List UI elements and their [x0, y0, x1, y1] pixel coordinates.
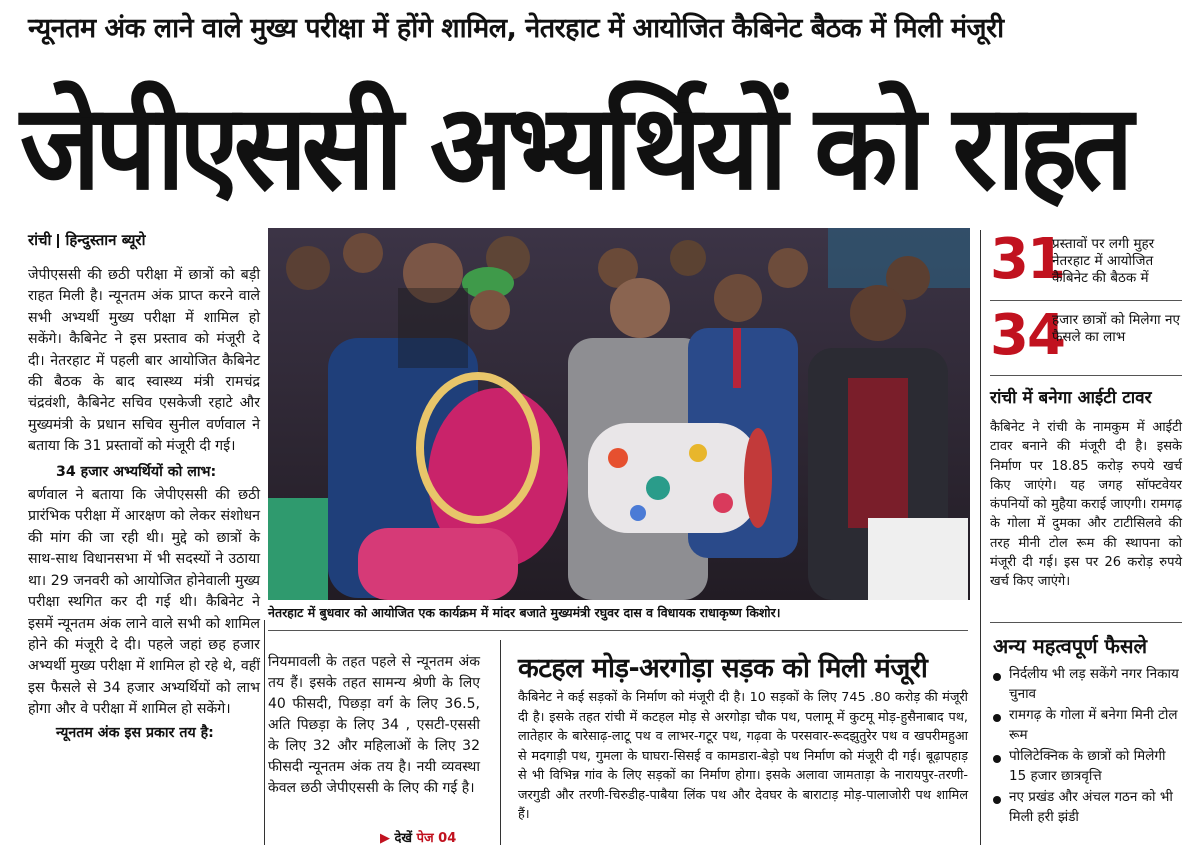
bullet-icon [993, 714, 1001, 722]
other-decisions-list [993, 665, 1181, 829]
story-headline: कटहल मोड़-अरगोड़ा सड़क को मिली मंजूरी [518, 653, 928, 684]
list-item-text: पोलिटेक्निक के छात्रों को मिलेगी 15 हजार छात्रवृत्ति [1009, 748, 1166, 784]
other-decisions-heading: अन्य महत्वपूर्ण फैसले [993, 634, 1148, 658]
story-column-1 [28, 265, 260, 744]
bullet-icon [993, 673, 1001, 681]
bullet-icon [993, 755, 1001, 763]
news-photo [268, 228, 970, 600]
paragraph: बर्णवाल ने बताया कि जेपीएससी की छठी प्रारंभिक परीक्षा में आरक्षण को लेकर संशोधन की मांग की जा रही थी। मुद्दे को छात्रों के साथ-साथ विधानसभा में भी सदस्यों ने उठाया था। 29 जनवरी को आयोजित होनेवाली मुख्य परीक्षा स्थगित कर दी गई थी। कैबिनेट ने इसमें न्यूनतम अंक लाने वाले सभी को शामिल होने की मंजूरी दे दी। पहले जहां छह हजार अभ्यर्थी मुख्य परीक्षा में शामिल हो रहे थे, वहीं इस फैसले से 34 हजार अभ्यर्थियों को लाभ होगा और वे परीक्षा में शामिल हो सकेंगे। [28, 487, 260, 718]
main-headline: जेपीएससी अभ्यर्थियों को राहत [20, 78, 1128, 216]
rule [990, 622, 1182, 623]
rule [990, 300, 1182, 301]
arrow-right-icon: ▶ [380, 831, 390, 846]
bullet-icon [993, 796, 1001, 804]
paragraph: जेपीएससी की छठी परीक्षा में छात्रों को बड़ी राहत मिली है। न्यूनतम अंक प्राप्त करने वाले सभी अभ्यर्थी मुख्य परीक्षा में शामिल हो सकेंगे। कैबिनेट ने इस प्रस्ताव को मंजूरी दे दी। नेतरहाट में पहली बार आयोजित कैबिनेट की बैठक के बाद स्वास्थ्य मंत्री रामचंद्र चंद्रवंशी, कैबिनेट सचिव एसकेजी रहाटे और मुख्यमंत्री के प्रधान सचिव सुनील वर्णवाल ने बताया कि 31 प्रस्तावों को मंजूरी दी गई। [28, 267, 260, 455]
kicker-headline: न्यूनतम अंक लाने वाले मुख्य परीक्षा में होंगे शामिल, नेतरहाट में आयोजित कैबिनेट बैठक में मिली मंजूरी [28, 13, 1004, 44]
byline-agency: हिन्दुस्तान ब्यूरो [65, 231, 146, 249]
see-label: देखें [394, 831, 413, 846]
byline-divider [57, 234, 59, 248]
list-item-text: नए प्रखंड और अंचल गठन को भी मिली हरी झंडी [1009, 789, 1173, 825]
list-item-text: निर्दलीय भी लड़ सकेंगे नगर निकाय चुनाव [1009, 666, 1179, 702]
story-body [518, 688, 968, 825]
column-divider [500, 640, 501, 845]
paragraph: कैबिनेट ने रांची के नामकुम में आईटी टावर बनाने की मंजूरी दी है। इसके निर्माण पर 18.85 करोड़ रुपये खर्च किए जाएंगे। यह जगह सॉफ्टवेयर कंपनियों को मुहैया कराई जाएगी। रामगढ़ के गोला में दुमका और टाटीसिलवे की तरह मीनी टोल रूम की स्थापना को मंजूरी दी गई। इस पर 26 करोड़ रुपये खर्च किए जाएंगे। [990, 420, 1182, 590]
see-page-link[interactable] [380, 828, 456, 846]
sidebar-body [990, 418, 1182, 592]
paragraph: कैबिनेट ने कई सड़कों के निर्माण को मंजूरी दी है। 10 सड़कों के लिए 745 .80 करोड़ की मंजूरी दी है। इसके तहत रांची में कटहल मोड़ से अरगोड़ा चौक पथ, पलामू में कुटमू मोड़-हुसैनाबाद पथ, लातेहार के बारेसाढ़-लाटू पथ व लाभर-गटूर पथ, गढ़वा के परसवार-रूदझुतुरेर पथ व खपरीमहुआ से मदगाड़ी पथ, गुमला के घाघरा-सिसई व कामडारा-बेड़ो पथ निर्माण को मंजूरी दी गई। बूढ़ापहाड़ से भी विभिन्न गांव के लिए सड़कों का निर्माण होगा। इसके अलावा जामताड़ा के नारायपुर-तरणी-जरगुडी और तरणी-चिरुडीह-पाबैया लिंक पथ और देवघर के बाराटाड़ मोड़-पालाजोरी पथ शामिल हैं। [518, 690, 968, 822]
list-item [993, 747, 1181, 786]
stat-number: 31 [990, 227, 1064, 292]
subheading: न्यूनतम अंक इस प्रकार तय है: [56, 724, 214, 741]
photo-illustration [268, 228, 970, 600]
list-item [993, 788, 1181, 827]
stat-text: प्रस्तावों पर लगी मुहर नेतरहाट में आयोजित कैबिनेट की बैठक में [1052, 236, 1155, 286]
stat-box [990, 227, 1190, 292]
stat-box [990, 303, 1190, 368]
rule [990, 375, 1182, 376]
byline [28, 230, 145, 250]
sidebar-heading: रांची में बनेगा आईटी टावर [990, 388, 1152, 408]
subheading: 34 हजार अभ्यर्थियों को लाभ: [56, 463, 217, 480]
paragraph: नियमावली के तहत पहले से न्यूनतम अंक तय हैं। इसके तहत सामन्य श्रेणी के लिए 40 फीसदी, पिछड़ा वर्ग के लिए 36.5, अति पिछड़ा के लिए 34 , एसटी-एससी के लिए 32 और महिलाओं के लिए 32 फीसदी न्यूनतम अंक तय है। नयी व्यवस्था केवल छठी जेपीएससी के लिए की गई है। [268, 654, 480, 796]
list-item-text: रामगढ़ के गोला में बनेगा मिनी टोल रूम [1009, 707, 1178, 743]
stat-number: 34 [990, 303, 1064, 368]
column-divider [264, 620, 265, 845]
column-divider [980, 230, 981, 845]
list-item [993, 706, 1181, 745]
story-column-2 [268, 652, 480, 799]
photo-caption: नेतरहाट में बुधवार को आयोजित एक कार्यक्रम में मांदर बजाते मुख्यमंत्री रघुवर दास व विधायक राधाकृष्ण किशोर। [268, 605, 781, 620]
page-ref: पेज 04 [416, 831, 457, 846]
byline-place: रांची [28, 231, 52, 249]
list-item [993, 665, 1181, 704]
stat-text: हजार छात्रों को मिलेगा नए फैसले का लाभ [1052, 312, 1180, 345]
rule [268, 630, 968, 631]
